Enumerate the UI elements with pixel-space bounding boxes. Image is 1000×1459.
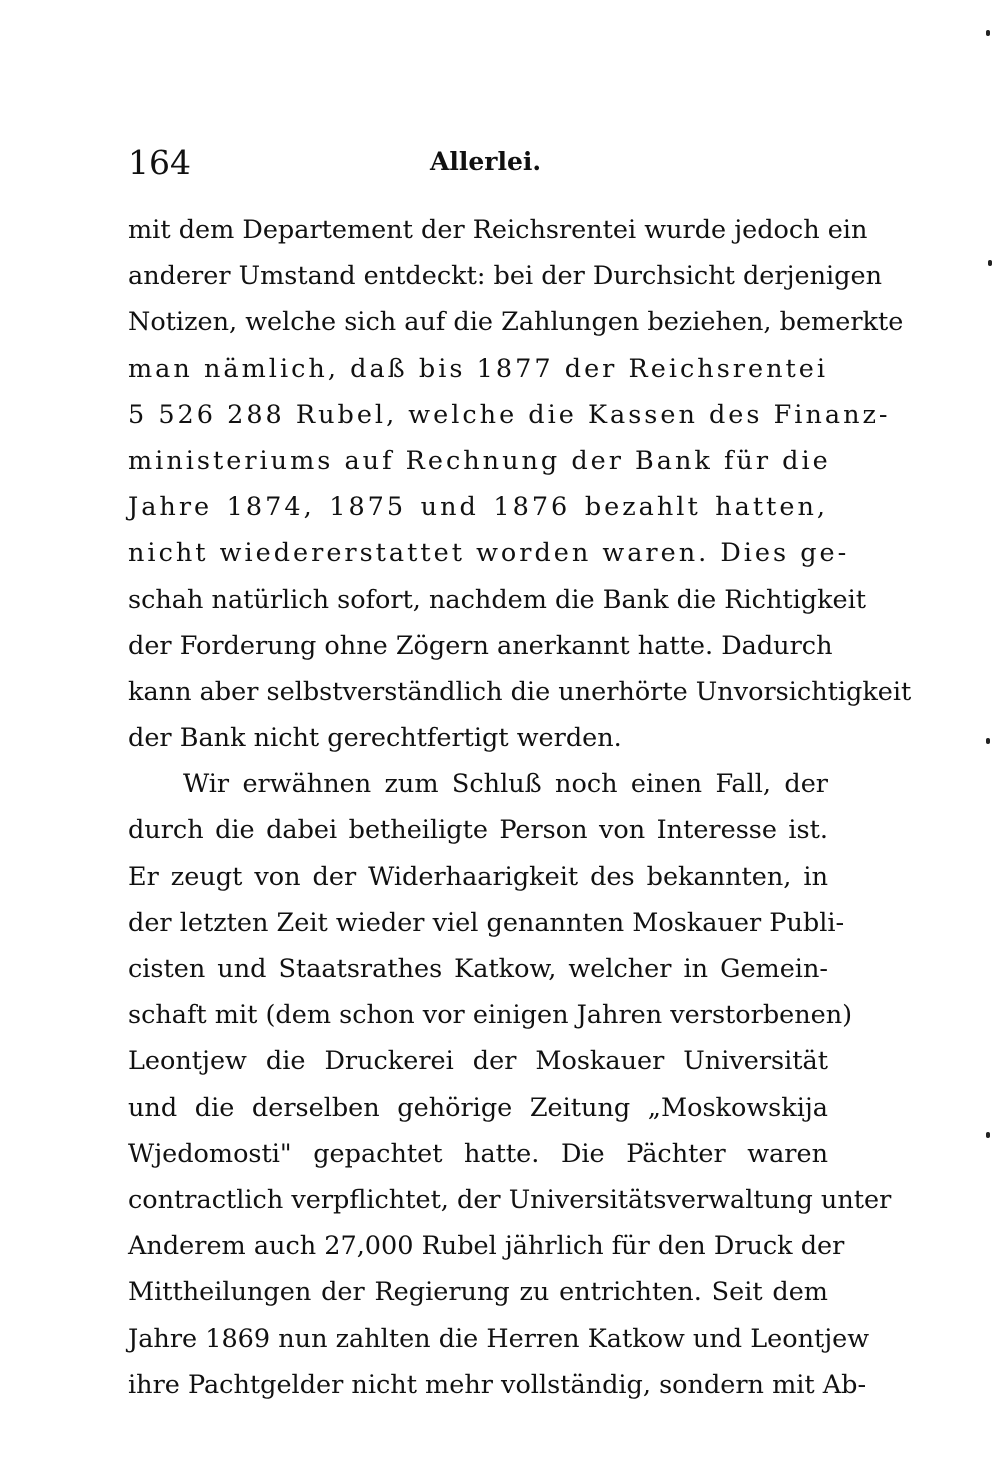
text-line: Leontjew die Druckerei der Moskauer Universität: [128, 1046, 828, 1077]
text-line: man nämlich, daß bis 1877 der Reichsrentei: [128, 353, 828, 384]
text-line: Notizen, welche sich auf die Zahlungen beziehen, bemerkte: [128, 307, 904, 338]
scan-speck: [988, 260, 992, 266]
text-line: mit dem Departement der Reichsrentei wurde jedoch ein: [128, 215, 868, 245]
body-text: [128, 207, 912, 1408]
scan-speck: [986, 30, 990, 36]
text-line: anderer Umstand entdeckt: bei der Durchsicht derjenigen: [128, 261, 882, 292]
text-line: der Forderung ohne Zögern anerkannt hatte. Dadurch: [128, 630, 833, 661]
text-line: Er zeugt von der Widerhaarigkeit des bekannten, in: [128, 861, 828, 892]
page-number: 164: [128, 143, 191, 182]
text-line: der letzten Zeit wieder viel genannten Moskauer Publi-: [128, 907, 845, 938]
text-line: durch die dabei betheiligte Person von Interesse ist.: [128, 815, 828, 846]
text-line: schah natürlich sofort, nachdem die Bank die Richtigkeit: [128, 584, 867, 615]
text-line: Wjedomosti" gepachtet hatte. Die Pächter waren: [128, 1138, 828, 1169]
text-line: Anderem auch 27,000 Rubel jährlich für den Druck der: [128, 1231, 845, 1262]
text-line: ihre Pachtgelder nicht mehr vollständig, sondern mit Ab-: [128, 1369, 867, 1400]
text-line: der Bank nicht gerechtfertigt werden.: [128, 723, 622, 754]
text-line: contractlich verpflichtet, der Universitätsverwaltung unter: [128, 1184, 892, 1215]
text-line: 5 526 288 Rubel, welche die Kassen des Finanz-: [128, 399, 891, 430]
text-line: kann aber selbstverständlich die unerhörte Unvorsichtigkeit: [128, 676, 912, 707]
running-head: Allerlei.: [430, 147, 542, 176]
text-line: Jahre 1869 nun zahlten die Herren Katkow und Leontjew: [128, 1323, 870, 1354]
text-line: Mittheilungen der Regierung zu entrichten. Seit dem: [128, 1277, 828, 1308]
text-line: nicht wiedererstattet worden waren. Dies ge-: [128, 538, 850, 569]
text-line: und die derselben gehörige Zeitung „Moskowskija: [128, 1092, 828, 1123]
text-line: ministeriums auf Rechnung der Bank für die: [128, 445, 831, 476]
page-header: [128, 143, 828, 187]
scan-speck: [986, 738, 990, 744]
text-line: Wir erwähnen zum Schluß noch einen Fall, der: [183, 769, 828, 800]
text-line: cisten und Staatsrathes Katkow, welcher in Gemein-: [128, 954, 828, 984]
scan-speck: [986, 1132, 990, 1138]
text-line: schaft mit (dem schon vor einigen Jahren verstorbenen): [128, 1000, 853, 1031]
text-line: Jahre 1874, 1875 und 1876 bezahlt hatten,: [128, 492, 828, 523]
